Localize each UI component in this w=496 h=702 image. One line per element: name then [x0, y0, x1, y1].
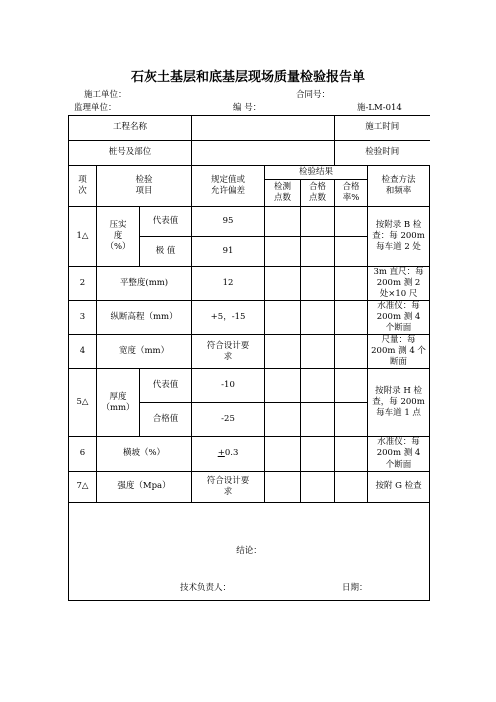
row5-measured-2[interactable]: [265, 403, 301, 437]
row5-val2: -25: [192, 403, 265, 437]
row5-sub1: 代表值: [140, 369, 192, 403]
row4-passed[interactable]: [301, 335, 335, 369]
check-item-header: 检验 项目: [97, 166, 192, 207]
row5-method: 按附录 H 检查，每 200m 每车道 1 点: [368, 369, 430, 437]
result-header: 检验结果: [265, 166, 368, 180]
table-row: [69, 301, 430, 335]
row7-measured[interactable]: [265, 471, 301, 502]
row7-value: 符合设计要 求: [192, 471, 265, 502]
row4-measured[interactable]: [265, 335, 301, 369]
table-row: [69, 369, 430, 403]
row1-measured-1[interactable]: [265, 207, 301, 237]
row7-item: 强度（Mpa）: [97, 471, 192, 502]
row5-rate-1[interactable]: [335, 369, 368, 403]
row4-item: 宽度（mm）: [97, 335, 192, 369]
row6-no: 6: [69, 437, 97, 471]
row3-passed[interactable]: [301, 301, 335, 335]
row5-item: 厚度 （mm）: [97, 369, 140, 437]
passed-points-header: 合格 点数: [301, 180, 335, 207]
contractor-label: 施工单位：: [84, 90, 127, 100]
row1-sub1: 代表值: [140, 207, 192, 237]
column-header-row: [69, 166, 430, 180]
table-row: [69, 335, 430, 369]
row5-measured-1[interactable]: [265, 369, 301, 403]
row7-no: 7△: [69, 471, 97, 502]
row3-measured[interactable]: [265, 301, 301, 335]
pass-rate-header: 合格 率%: [335, 180, 368, 207]
row5-val1: -10: [192, 369, 265, 403]
row6-rate[interactable]: [335, 437, 368, 471]
row4-value: 符合设计要 求: [192, 335, 265, 369]
table-row: [69, 267, 430, 301]
row5-sub2: 合格值: [140, 403, 192, 437]
station-part-value[interactable]: [192, 141, 335, 166]
row6-method: 水准仪：每 200m 测 4 个断面: [368, 437, 430, 471]
row5-passed-1[interactable]: [301, 369, 335, 403]
form-code: 施-LM-014: [357, 103, 402, 113]
supervisor-label: 监理单位：: [74, 103, 117, 113]
row3-method: 水准仪：每 200m 测 4 个断面: [368, 301, 430, 335]
tech-lead-label: 技术负责人：: [180, 582, 232, 593]
method-header: 检查方法 和频率: [368, 166, 430, 207]
row2-measured[interactable]: [265, 267, 301, 301]
row4-rate[interactable]: [335, 335, 368, 369]
row1-sub2: 极 值: [140, 237, 192, 267]
row1-val2: 91: [192, 237, 265, 267]
inspection-time-label: 检验时间: [335, 141, 430, 166]
row1-passed-1[interactable]: [301, 207, 335, 237]
conclusion-cell[interactable]: [69, 502, 430, 600]
conclusion-label: 结论：: [236, 545, 262, 556]
row6-measured[interactable]: [265, 437, 301, 471]
project-name-label: 工程名称: [69, 116, 192, 141]
spec-header: 规定值或 允许偏差: [192, 166, 265, 207]
row2-no: 2: [69, 267, 97, 301]
table-row: [69, 471, 430, 502]
date-label: 日期：: [342, 582, 368, 593]
row1-rate-1[interactable]: [335, 207, 368, 237]
row5-no: 5△: [69, 369, 97, 437]
row3-rate[interactable]: [335, 301, 368, 335]
row2-value: 12: [192, 267, 265, 301]
table-row: [69, 437, 430, 471]
row1-method: 按附录 B 检查：每 200m 每车道 2 处: [368, 207, 430, 267]
row5-rate-2[interactable]: [335, 403, 368, 437]
row3-item: 纵断高程（mm）: [97, 301, 192, 335]
station-row: [69, 141, 430, 166]
row7-passed[interactable]: [301, 471, 335, 502]
row1-item: 压实 度 （%）: [97, 207, 140, 267]
row2-passed[interactable]: [301, 267, 335, 301]
number-label: 编 号：: [233, 103, 262, 113]
row3-no: 3: [69, 301, 97, 335]
table-row: [69, 207, 430, 237]
station-part-label: 桩号及部位: [69, 141, 192, 166]
row6-item: 横坡（%）: [97, 437, 192, 471]
row1-measured-2[interactable]: [265, 237, 301, 267]
row4-no: 4: [69, 335, 97, 369]
project-name-value[interactable]: [192, 116, 335, 141]
row1-val1: 95: [192, 207, 265, 237]
row4-method: 尺量：每 200m 测 4 个 断面: [368, 335, 430, 369]
row7-method: 按附 G 检查: [368, 471, 430, 502]
row2-method: 3m 直尺：每 200m 测 2 处×10 尺: [368, 267, 430, 301]
construction-time-label: 施工时间: [335, 116, 430, 141]
row6-value: +0.3: [192, 437, 265, 471]
conclusion-row: [69, 502, 430, 600]
row3-value: +5，-15: [192, 301, 265, 335]
row1-no: 1△: [69, 207, 97, 267]
row1-passed-2[interactable]: [301, 237, 335, 267]
row2-rate[interactable]: [335, 267, 368, 301]
item-no-header: 项 次: [69, 166, 97, 207]
row1-rate-2[interactable]: [335, 237, 368, 267]
row2-item: 平整度(mm): [97, 267, 192, 301]
report-title: 石灰土基层和底基层现场质量检验报告单: [130, 70, 365, 85]
row7-rate[interactable]: [335, 471, 368, 502]
contract-no-label: 合同号：: [296, 90, 331, 100]
row6-passed[interactable]: [301, 437, 335, 471]
measured-points-header: 检测 点数: [265, 180, 301, 207]
row5-passed-2[interactable]: [301, 403, 335, 437]
project-row: [69, 116, 430, 141]
inspection-table: [68, 115, 430, 601]
